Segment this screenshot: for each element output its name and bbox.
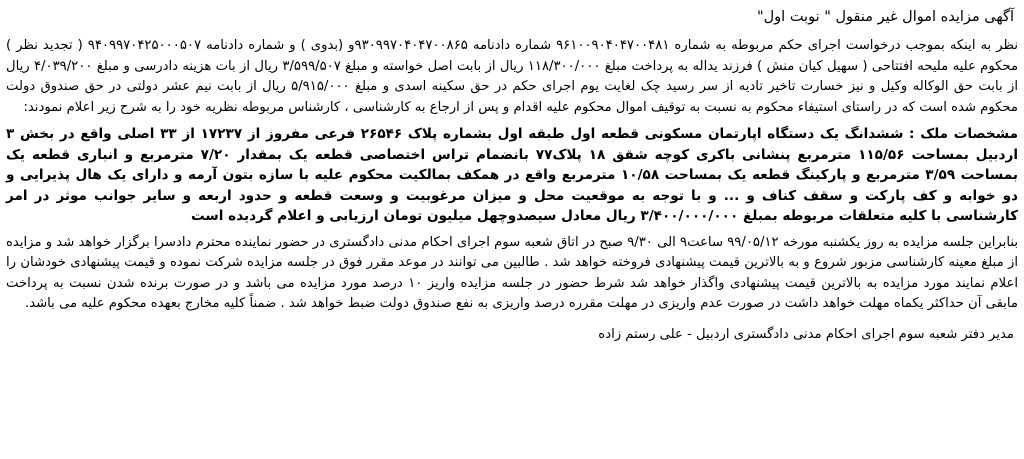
- auction-details-paragraph: بنابراین جلسه مزایده به روز یکشنبه مورخه ۹۹/۰۵/۱۲ ساعت۹ الی ۹/۳۰ صبح در اتاق شعبه سوم اجرای احکام مدنی دادگستری در حضور نماینده محترم دادسرا برگزار خواهد شد و مزایده از مبلغ معینه کارشناسی مزبور شروع و به بالاترین قیمت پیشنهادی فروخته خواهد شد . طالبین می توانند در موعد مقرر فوق در جلسه مزایده شرکت نموده و قیمت پیشنهادی خودشان را اعلام نمایند مورد مزایده به بالاترین قیمت پیشنهادی واگذار خواهد شد شرط حضور در جلسه مزایده واریز ۱۰ درصد مورد مزایده می باشد و در صورت برنده شدن نسبت به پرداخت مابقی آن حداکثر یکماه مهلت خواهد داشت در صورت عدم واریزی در مهلت مقرره درصد واریزی به نفع صندوق دولت ضبط خواهد شد . ضمناً کلیه مخارج بعهده محکوم علیه می باشد.: [6, 234, 1019, 311]
- notice-title: آگهی مزایده اموال غیر منقول " نوبت اول": [756, 9, 1014, 25]
- notice-signature: مدیر دفتر شعبه سوم اجرای احکام مدنی دادگستری اردبیل - علی رستم زاده: [598, 326, 1014, 342]
- property-specifications: مشخصات ملک : ششدانگ یک دستگاه اپارتمان مسکونی قطعه اول طبقه اول بشماره پلاک ۲۶۵۴۶ فرعی مفروز از ۱۷۲۳۷ از ۳۳ اصلی واقع در بخش ۳ اردبیل بمساحت ۱۱۵/۵۶ مترمربع پنشانی باکری کوچه شقق ۱۸ پلاک۷۷ بانضمام تراس اختصاصی قطعه یک بمقدار ۷/۲۰ مترمربع و انباری قطعه یک بمساحت ۳/۵۹ مترمربع و پارکینگ قطعه یک بمساحت ۱۰/۵۸ مترمربع واقع در همکف بمالکیت محکوم علیه با سازه بتون آرمه و دارای یک هال پذیرایی و دو خوابه و کف پارکت و سقف کناف و ... و با توجه به موقعیت محل و میزان مرغوبیت و وسعت قطعه و حدود اربعه و سایر جوانب موثر در امر کارشناسی با کلیه متعلقات مربوطه بمبلغ ۳/۴۰۰/۰۰۰/۰۰۰ ریال معادل سیصدوچهل میلیون تومان ارزیابی و اعلام گردیده است: [6, 126, 1018, 224]
- auction-notice: [6, 2, 1018, 457]
- notice-intro-paragraph: نظر به اینکه بموجب درخواست اجرای حکم مربوطه به شماره ۹۶۱۰۰۹۰۴۰۴۷۰۰۴۸۱ شماره دادنامه ۹۳۰۹۹۷۰۴۰۴۷۰۰۸۶۵و (بدوی ) و شماره دادنامه ۹۴۰۹۹۷۰۴۲۵۰۰۰۵۰۷ ( تجدید نظر ) محکوم علیه ملیحه افتتاحی ( سهیل کیان منش ) فرزند یداله به پرداخت مبلغ ۱۱۸/۳۰۰/۰۰۰ ریال از بابت اصل خواسته و مبلغ ۳/۵۹۹/۵۰۷ ریال از بات هزینه دادرسی و مبلغ ۴/۰۳۹/۲۰۰ ریال از بابت حق الوکاله وکیل و نیز خسارت تاخیر تادیه از سر رسید چک لغایت یوم اجرای حکم در حق سکینه اسدی و مبلغ ۵/۹۱۵/۰۰۰ ریال از بابت نیم عشر دولتی در حق صندوق دولت محکوم شده است که در راستای استیفاء محکوم به نسبت به توقیف اموال محکوم علیه اقدام و پس از ارجاع به کارشناسی ، کارشناس مربوطه نظریه خود را به شرح زیر اعلام نمودند:: [6, 38, 1019, 115]
